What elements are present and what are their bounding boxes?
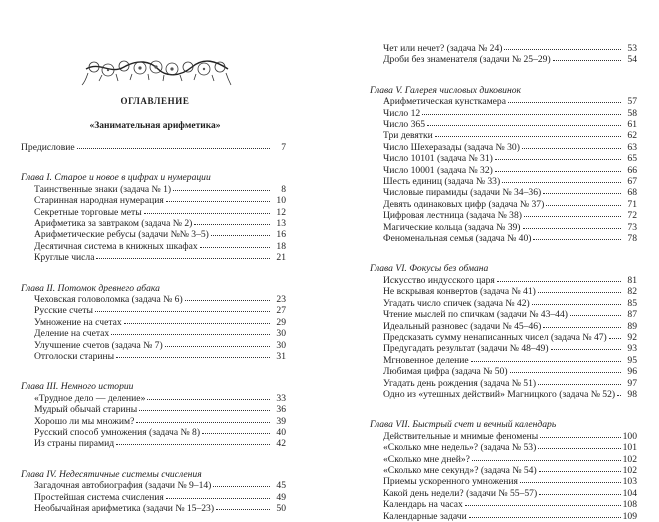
page-number: 67: [627, 176, 637, 188]
page-number: 71: [627, 198, 637, 210]
entry-label: Феноменальная семья (задача № 40): [383, 233, 532, 245]
page-number: 62: [627, 130, 637, 142]
toc-entry[interactable]: [370, 275, 637, 286]
entry-label: Отголоски старины: [34, 351, 115, 363]
dot-leader: [551, 349, 621, 350]
page-number: 45: [276, 480, 286, 492]
chapter-heading: Глава II. Потомок древнего абака: [21, 282, 160, 294]
page-number: 21: [276, 252, 286, 264]
dot-leader: [510, 372, 621, 373]
page-number: 104: [622, 487, 637, 499]
toc-entry-preface[interactable]: [21, 142, 286, 153]
entry-label: Число 10101 (задача № 31): [383, 153, 493, 165]
dot-leader: [533, 239, 621, 240]
entry-label: Предисловие: [21, 142, 75, 153]
entry-label: Чеховская головоломка (задача № 6): [34, 294, 183, 306]
page-number: 96: [627, 366, 637, 378]
page-number: 7: [281, 142, 286, 153]
toc-entry[interactable]: [370, 108, 637, 119]
dot-leader: [497, 281, 621, 282]
toc-entry[interactable]: [370, 309, 637, 320]
toc-right: [370, 43, 637, 522]
dot-leader: [211, 235, 270, 236]
dot-leader: [194, 224, 270, 225]
toc-entry[interactable]: [370, 442, 637, 453]
toc-entry[interactable]: [370, 222, 637, 233]
page-number: 97: [627, 377, 637, 389]
dot-leader: [77, 148, 270, 149]
page-number: 53: [627, 43, 637, 54]
page-number: 92: [627, 331, 637, 343]
dot-leader: [213, 486, 270, 487]
toc-entry[interactable]: [21, 340, 286, 351]
page-number: 72: [627, 210, 637, 222]
dot-leader: [508, 102, 621, 103]
entry-label: Число 365: [383, 119, 426, 131]
dot-leader: [469, 517, 621, 518]
toc-entry[interactable]: [21, 328, 286, 339]
toc-entry[interactable]: [370, 119, 637, 130]
toc-entry[interactable]: [370, 355, 637, 366]
entry-label: Предсказать сумму ненаписанных чисел (задача № 47): [383, 331, 607, 343]
page-number: 102: [622, 453, 637, 465]
page-number: 30: [276, 328, 286, 340]
page-number: 18: [276, 240, 286, 252]
dot-leader: [538, 292, 621, 293]
page-number: 93: [627, 343, 637, 355]
entry-label: Круглые числа: [34, 252, 95, 264]
page-number: 54: [627, 54, 637, 66]
page-number: 36: [276, 404, 286, 416]
page-number: 29: [276, 316, 286, 328]
dot-leader: [502, 182, 621, 183]
dot-leader: [553, 60, 621, 61]
page-number: 16: [276, 229, 286, 241]
entry-label: Магические кольца (задача № 39): [383, 221, 521, 233]
entry-label: Число 10001 (задача № 32): [383, 164, 493, 176]
toc-entry[interactable]: [370, 488, 637, 499]
toc-entry[interactable]: [21, 416, 286, 427]
toc-entry[interactable]: [370, 298, 637, 309]
dot-leader: [495, 171, 621, 172]
page-number: 42: [276, 438, 286, 450]
dot-leader: [216, 509, 270, 510]
entry-label: Мудрый обычай старины: [34, 404, 138, 416]
entry-label: Действительные и мнимые феномены: [383, 430, 539, 442]
entry-label: Десятичная система в книжных шкафах: [34, 240, 198, 252]
dot-leader: [538, 384, 621, 385]
toc-entry[interactable]: [21, 393, 286, 404]
page-number: 63: [627, 141, 637, 153]
page-number: 102: [622, 464, 637, 476]
entry-label: Девять одинаковых цифр (задача № 37): [383, 198, 545, 210]
dot-leader: [147, 399, 270, 400]
chapter-heading: Глава III. Немного истории: [21, 381, 134, 393]
entry-label: Цифровая лестница (задача № 38): [383, 210, 522, 222]
dot-leader: [538, 448, 620, 449]
entry-label: «Сколько мне секунд»? (задача № 54): [383, 464, 537, 476]
entry-label: Числовые пирамиды (задачи № 34–36): [383, 187, 542, 199]
entry-label: Умножение на счетах: [34, 316, 122, 328]
left-page: [0, 0, 330, 515]
page-number: 82: [627, 286, 637, 298]
toc-entry[interactable]: [21, 492, 286, 503]
entry-label: Улучшение счетов (задача № 7): [34, 339, 163, 351]
toc-entry[interactable]: [21, 427, 286, 438]
dot-leader: [540, 437, 620, 438]
entry-label: Угадать день рождения (задача № 51): [383, 377, 537, 389]
page-number: 101: [622, 442, 637, 454]
page-number: 108: [622, 499, 637, 511]
page-number: 68: [627, 187, 637, 199]
entry-label: Хорошо ли мы множим?: [34, 415, 135, 427]
dot-leader: [465, 505, 621, 506]
page-number: 40: [276, 427, 286, 439]
toc-entry[interactable]: [370, 142, 637, 153]
entry-label: Число 12: [383, 107, 421, 119]
dot-leader: [144, 213, 270, 214]
dot-leader: [524, 216, 621, 217]
page-number: 50: [276, 503, 286, 515]
entry-label: Секретные торговые меты: [34, 206, 142, 218]
dot-leader: [427, 125, 621, 126]
toc-entry[interactable]: [370, 431, 637, 442]
dot-leader: [532, 304, 621, 305]
page-number: 39: [276, 415, 286, 427]
page-number: 103: [622, 476, 637, 488]
book-subtitle: «Занимательная арифметика»: [89, 121, 221, 131]
page-number: 10: [276, 195, 286, 207]
entry-label: Одно из «утешных действий» Магницкого (задача № 52): [383, 388, 616, 400]
entry-label: Календарь на часах: [383, 499, 463, 511]
dot-leader: [523, 228, 621, 229]
entry-label: Русский способ умножения (задача № 8): [34, 427, 201, 439]
page-number: 89: [627, 320, 637, 332]
page-number: 81: [627, 274, 637, 286]
dot-leader: [165, 346, 270, 347]
page-number: 13: [276, 218, 286, 230]
dot-leader: [504, 49, 621, 50]
dot-leader: [543, 327, 621, 328]
toc-entry[interactable]: [21, 404, 286, 415]
toc-entry[interactable]: [21, 229, 286, 240]
page-number: 31: [276, 351, 286, 363]
entry-label: Приемы ускоренного умножения: [383, 476, 518, 488]
toc-entry[interactable]: [370, 96, 637, 107]
dot-leader: [422, 114, 621, 115]
toc-entry[interactable]: [21, 195, 286, 206]
toc-entry[interactable]: [370, 321, 637, 332]
entry-label: Чет или нечет? (задача № 24): [383, 43, 503, 54]
page-number: 109: [622, 510, 637, 522]
dot-leader: [200, 247, 270, 248]
entry-label: Какой день недели? (задачи № 55–57): [383, 487, 538, 499]
toc-entry[interactable]: [21, 207, 286, 218]
entry-label: Шесть единиц (задача № 33): [383, 176, 501, 188]
toc-entry[interactable]: [21, 294, 286, 305]
page-number: 58: [627, 107, 637, 119]
toc-entry[interactable]: [370, 465, 637, 476]
entry-label: Искусство индусского царя: [383, 274, 495, 286]
dot-leader: [543, 193, 621, 194]
dot-leader: [185, 300, 270, 301]
toc-entry[interactable]: [370, 176, 637, 187]
toc-entry[interactable]: [370, 54, 637, 65]
chapter-heading: Глава VI. Фокусы без обмана: [370, 263, 489, 275]
entry-label: Угадать число спичек (задача № 42): [383, 297, 530, 309]
dot-leader: [95, 311, 270, 312]
dot-leader: [435, 136, 621, 137]
dot-leader: [570, 315, 621, 316]
toc-entry[interactable]: [370, 499, 637, 510]
entry-label: Чтение мыслей по спичкам (задачи № 43–44): [383, 309, 568, 321]
page-number: 33: [276, 392, 286, 404]
entry-label: «Трудное дело — деление»: [34, 392, 146, 404]
dot-leader: [139, 410, 270, 411]
toc-entry[interactable]: [370, 165, 637, 176]
toc-entry[interactable]: [370, 187, 637, 198]
toc-entry[interactable]: [21, 218, 286, 229]
toc-entry[interactable]: [21, 503, 286, 514]
entry-label: Дроби без знаменателя (задачи № 25–29): [383, 54, 551, 66]
dot-leader: [166, 498, 270, 499]
toc-entry[interactable]: [21, 241, 286, 252]
toc-entry[interactable]: [370, 199, 637, 210]
toc-entry[interactable]: [370, 476, 637, 487]
toc-entry[interactable]: [370, 454, 637, 465]
dot-leader: [173, 190, 270, 191]
page-number: 87: [627, 309, 637, 321]
dot-leader: [539, 471, 621, 472]
dot-leader: [202, 433, 270, 434]
dot-leader: [546, 205, 621, 206]
toc-entry[interactable]: [21, 317, 286, 328]
entry-label: Мгновенное деление: [383, 354, 469, 366]
page-number: 85: [627, 297, 637, 309]
dot-leader: [520, 482, 621, 483]
dot-leader: [617, 395, 621, 396]
toc-entry[interactable]: [21, 438, 286, 449]
entry-label: Число Шехеразады (задача № 30): [383, 141, 520, 153]
floral-ornament-icon: [80, 55, 232, 87]
entry-label: Не вскрывая конвертов (задача № 41): [383, 286, 536, 298]
entry-label: Арифметические ребусы (задачи №№ 3–5): [34, 229, 209, 241]
page-number: 30: [276, 339, 286, 351]
toc-entry[interactable]: [21, 480, 286, 491]
right-page: [330, 0, 659, 522]
entry-label: Русские счеты: [34, 305, 93, 317]
entry-label: Любимая цифра (задача № 50): [383, 366, 508, 378]
dot-leader: [609, 338, 621, 339]
page-title: ОГЛАВЛЕНИЕ: [120, 96, 190, 106]
page-number: 66: [627, 164, 637, 176]
toc-entry[interactable]: [370, 332, 637, 343]
toc-entry[interactable]: [21, 351, 286, 362]
page-number: 65: [627, 153, 637, 165]
dot-leader: [522, 148, 621, 149]
entry-label: Из страны пирамид: [34, 438, 115, 450]
toc-entry[interactable]: [370, 233, 637, 244]
dot-leader: [116, 444, 270, 445]
entry-label: Деление на счетах: [34, 328, 110, 340]
chapter-heading: Глава V. Галерея числовых диковинок: [370, 84, 521, 96]
entry-label: Таинственные знаки (задача № 1): [34, 183, 172, 195]
entry-label: Необычайная арифметика (задачи № 15–23): [34, 503, 215, 515]
dot-leader: [124, 323, 270, 324]
page-number: 57: [627, 96, 637, 108]
dot-leader: [495, 159, 621, 160]
toc-entry[interactable]: [370, 366, 637, 377]
toc-entry[interactable]: [21, 305, 286, 316]
entry-label: Три девятки: [383, 130, 433, 142]
page-number: 100: [622, 430, 637, 442]
toc-entry[interactable]: [370, 130, 637, 141]
toc-entry[interactable]: [370, 153, 637, 164]
toc-entry[interactable]: [370, 511, 637, 522]
toc-entry[interactable]: [370, 43, 637, 54]
chapter-heading: Глава VII. Быстрый счет и вечный календарь: [370, 419, 557, 431]
toc-left: [21, 142, 286, 515]
entry-label: Простейшая система счисления: [34, 491, 164, 503]
dot-leader: [539, 494, 620, 495]
entry-label: Арифметическая кунсткамера: [383, 96, 506, 108]
toc-entry[interactable]: [370, 378, 637, 389]
page-number: 95: [627, 354, 637, 366]
page-number: 27: [276, 305, 286, 317]
entry-label: Календарные задачи: [383, 510, 467, 522]
entry-label: Идеальный разновес (задачи № 45–46): [383, 320, 542, 332]
dot-leader: [96, 258, 270, 259]
chapter-heading: Глава I. Старое и новое в цифрах и нумерации: [21, 172, 211, 184]
toc-entry[interactable]: [370, 389, 637, 400]
entry-label: Предугадать результат (задачи № 48–49): [383, 343, 549, 355]
entry-label: Арифметика за завтраком (задача № 2): [34, 218, 193, 230]
toc-entry[interactable]: [370, 343, 637, 354]
toc-entry[interactable]: [21, 252, 286, 263]
dot-leader: [166, 201, 270, 202]
dot-leader: [136, 422, 270, 423]
dot-leader: [471, 361, 621, 362]
page-number: 78: [627, 233, 637, 245]
page-number: 61: [627, 119, 637, 131]
entry-label: «Сколько мне недель»? (задача № 53): [383, 442, 537, 454]
page-number: 8: [281, 183, 286, 195]
toc-entry[interactable]: [21, 184, 286, 195]
entry-label: «Сколько мне дней»?: [383, 453, 470, 465]
dot-leader: [472, 460, 621, 461]
entry-label: Загадочная автобиография (задачи № 9–14): [34, 480, 212, 492]
chapter-heading: Глава IV. Недесятичные системы счисления: [21, 468, 202, 480]
page-number: 12: [276, 206, 286, 218]
page-number: 23: [276, 294, 286, 306]
page-number: 98: [627, 388, 637, 400]
toc-entry[interactable]: [370, 286, 637, 297]
entry-label: Старинная народная нумерация: [34, 195, 164, 207]
page-number: 73: [627, 221, 637, 233]
toc-entry[interactable]: [370, 210, 637, 221]
dot-leader: [116, 357, 270, 358]
page-number: 49: [276, 491, 286, 503]
dot-leader: [111, 334, 270, 335]
